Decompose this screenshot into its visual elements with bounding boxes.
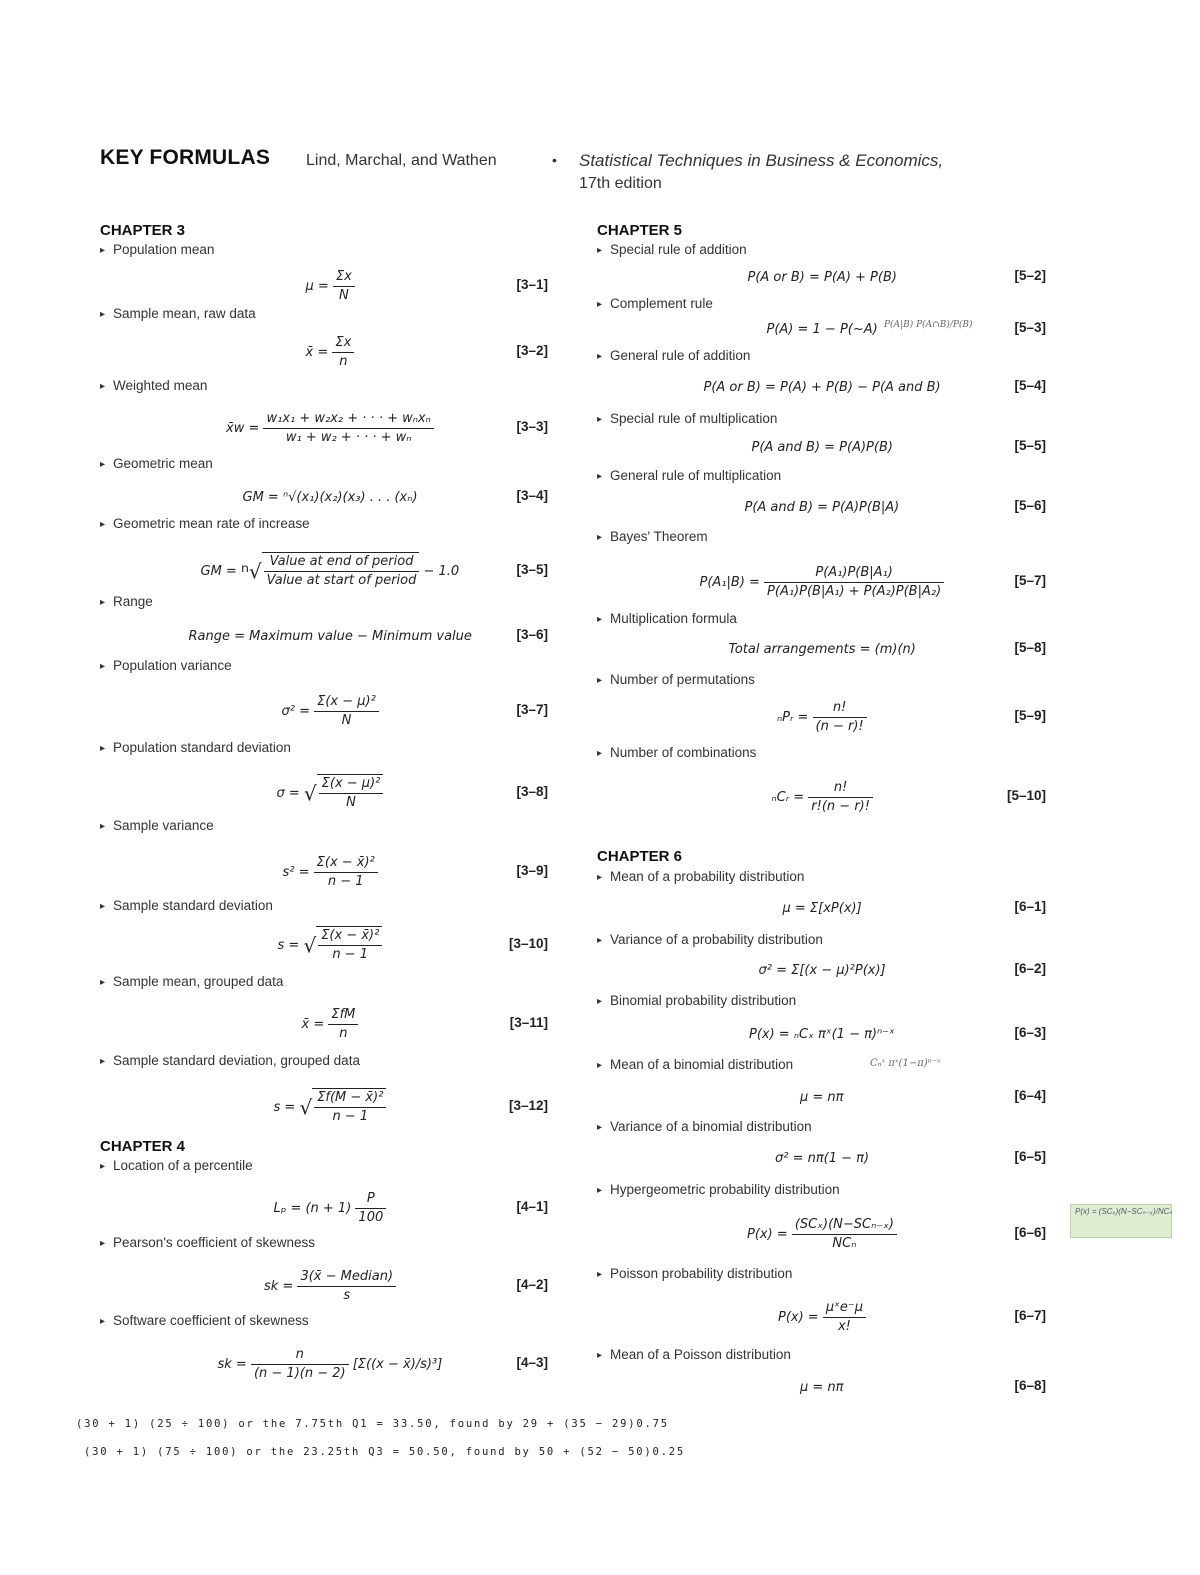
formula-label: ▸ Variance of a probability distribution: [597, 932, 823, 947]
sticky-note: [1070, 1204, 1172, 1238]
formula-expression: [264, 1268, 396, 1305]
numerator: μˣe⁻μ: [823, 1299, 866, 1318]
equation-number: [3–5]: [516, 562, 548, 577]
equation-number: [3–6]: [516, 627, 548, 642]
formula-lhs: P(A₁|B) =: [699, 574, 765, 590]
formula-text: P(A or B) = P(A) + P(B): [747, 269, 897, 285]
formula-expression: [278, 926, 383, 964]
numerator: Σf(M − x̄)²: [314, 1089, 386, 1108]
fraction: [319, 775, 384, 812]
chapter-5-heading: CHAPTER 5: [597, 222, 683, 239]
equation-number: [3–3]: [516, 419, 548, 434]
equation-number: [5–7]: [1014, 573, 1046, 588]
radical-sign: √: [303, 933, 317, 958]
formula-label: ▸ Number of combinations: [597, 745, 756, 760]
chapter-4-heading: CHAPTER 4: [100, 1138, 186, 1155]
denominator: 100: [358, 1209, 384, 1225]
fraction: [813, 699, 867, 736]
formula-label: ▸ Software coefficient of skewness: [100, 1313, 309, 1328]
formula-expression: [783, 901, 862, 916]
formula-label: ▸ Location of a percentile: [100, 1158, 253, 1173]
formula-expression: [700, 564, 945, 601]
numerator: Σx: [332, 334, 354, 353]
equation-number: [6–1]: [1014, 899, 1046, 914]
radical-sign: ⁿ√: [240, 559, 262, 584]
equation-number: [6–7]: [1014, 1308, 1046, 1323]
equation-number: [3–9]: [516, 863, 548, 878]
denominator: w₁ + w₂ + · · · + wₙ: [285, 429, 412, 445]
equation-number: [6–3]: [1014, 1025, 1046, 1040]
scribble-annotation: Cₙˣ πˣ(1−π)ⁿ⁻ˣ: [870, 1058, 941, 1069]
formula-text: μ = Σ[xP(x)]: [782, 900, 862, 916]
numerator: (SCₓ)(N−SCₙ₋ₓ): [792, 1216, 897, 1235]
equation-number: [5–3]: [1014, 320, 1046, 335]
formula-label: ▸ Sample standard deviation, grouped data: [100, 1053, 360, 1068]
formula-label: ▸ Mean of a Poisson distribution: [597, 1347, 791, 1362]
denominator: (n − r)!: [815, 718, 864, 734]
formula-text: P(A and B) = P(A)P(B|A): [744, 499, 900, 515]
formula-label: ▸ Geometric mean rate of increase: [100, 516, 310, 531]
formula-expression: [302, 1006, 359, 1043]
formula-label: ▸ General rule of multiplication: [597, 468, 781, 483]
formula-expression: [218, 1346, 443, 1383]
denominator: n: [339, 353, 348, 369]
equation-number: [6–4]: [1014, 1088, 1046, 1103]
formula-expression: [201, 552, 460, 590]
equation-number: [3–8]: [516, 784, 548, 799]
formula-expression: [775, 1151, 869, 1166]
formula-expression: [749, 1027, 895, 1042]
formula-expression: [778, 1299, 866, 1336]
chapter-3-heading: CHAPTER 3: [100, 222, 186, 239]
formula-expression: [747, 1216, 897, 1253]
header-separator: •: [552, 152, 557, 168]
numerator: n!: [813, 699, 867, 718]
formula-lhs: x̄w =: [226, 420, 264, 436]
formula-expression: [729, 642, 916, 657]
equation-number: [6–8]: [1014, 1378, 1046, 1393]
formula-lhs: x̄ =: [305, 344, 333, 360]
formula-label: ▸ Multiplication formula: [597, 611, 737, 626]
numerator: 3(x̄ − Median): [297, 1268, 396, 1287]
denominator: n: [339, 1025, 348, 1041]
numerator: ΣfM: [328, 1006, 358, 1025]
formula-lhs: ₙPᵣ =: [777, 709, 813, 725]
formula-label: ▸ Sample standard deviation: [100, 898, 273, 913]
radicand: [262, 552, 420, 590]
formula-text: GM = ⁿ√(x₁)(x₂)(x₃) . . . (xₙ): [242, 489, 418, 505]
numerator: n!: [808, 779, 873, 798]
equation-number: [5–10]: [1006, 788, 1046, 803]
numerator: Σ(x − μ)²: [319, 775, 384, 794]
equation-number: [5–2]: [1014, 268, 1046, 283]
fraction: [792, 1216, 897, 1253]
equation-number: [4–2]: [516, 1277, 548, 1292]
fraction: [333, 268, 355, 305]
formula-lhs: x̄ =: [301, 1016, 329, 1032]
formula-lhs: P(x) =: [747, 1226, 792, 1242]
equation-number: [6–6]: [1014, 1225, 1046, 1240]
numerator: Value at end of period: [264, 553, 420, 572]
equation-number: [3–4]: [516, 488, 548, 503]
formula-expression: [243, 490, 418, 505]
fraction: [823, 1299, 866, 1336]
handwritten-note: (30 + 1) (25 ÷ 100) or the 7.75th Q1 = 33.50, found by 29 + (35 − 29)0.75: [76, 1418, 669, 1430]
denominator: NCₙ: [832, 1235, 857, 1251]
fraction: [251, 1346, 349, 1383]
formula-text: Total arrangements = (m)(n): [728, 641, 916, 657]
formula-expression: [745, 500, 900, 515]
radicand: [317, 774, 384, 812]
equation-number: [3–10]: [508, 936, 548, 951]
formula-label: ▸ Bayes' Theorem: [597, 529, 708, 544]
formula-expression: [283, 854, 378, 891]
equation-number: [6–2]: [1014, 961, 1046, 976]
formula-label: ▸ Binomial probability distribution: [597, 993, 796, 1008]
formula-label: ▸ Sample mean, raw data: [100, 306, 256, 321]
formula-text: σ² = Σ[(x − μ)²P(x)]: [758, 962, 886, 978]
formula-lhs: s² =: [282, 864, 314, 880]
formula-lhs: μ =: [305, 278, 333, 294]
denominator: n − 1: [327, 873, 364, 889]
authors: Lind, Marchal, and Wathen: [306, 152, 497, 169]
formula-label: ▸ Special rule of addition: [597, 242, 747, 257]
formula-lhs: sk =: [264, 1278, 298, 1294]
equation-number: [3–7]: [516, 702, 548, 717]
formula-label: ▸ General rule of addition: [597, 348, 750, 363]
book-edition: 17th edition: [579, 175, 662, 192]
formula-expression: [274, 1088, 387, 1126]
formula-expression: [189, 629, 472, 644]
equation-number: [4–1]: [516, 1199, 548, 1214]
formula-expression: [277, 774, 384, 812]
numerator: n: [251, 1346, 349, 1365]
formula-label: ▸ Sample variance: [100, 818, 214, 833]
equation-number: [3–11]: [509, 1015, 548, 1030]
page-title: KEY FORMULAS: [100, 146, 271, 169]
formula-tail: − 1.0: [419, 564, 460, 579]
equation-number: [5–9]: [1014, 708, 1046, 723]
formula-expression: [759, 963, 886, 978]
equation-number: [5–4]: [1014, 378, 1046, 393]
formula-label: ▸ Number of permutations: [597, 672, 755, 687]
equation-number: [5–6]: [1014, 498, 1046, 513]
sticky-note-text: P(x) = (SCₓ)(N−SCₙ₋ₓ)/NCₙ: [1075, 1207, 1173, 1216]
formula-expression: [767, 322, 878, 337]
numerator: Σ(x − x̄)²: [318, 927, 382, 946]
formula-lhs: ₙCᵣ =: [771, 789, 809, 805]
formula-expression: [748, 270, 897, 285]
formula-lhs: σ =: [276, 786, 304, 801]
formula-expression: [306, 334, 355, 371]
formula-text: μ = nπ: [800, 1089, 844, 1105]
radical-sign: √: [303, 781, 317, 806]
denominator: n − 1: [332, 947, 369, 962]
fraction: [764, 564, 944, 601]
formula-text: P(x) = ₙCₓ πˣ(1 − π)ⁿ⁻ˣ: [749, 1026, 895, 1042]
fraction: [314, 854, 378, 891]
equation-number: [3–2]: [516, 343, 548, 358]
formula-expression: [226, 410, 434, 447]
equation-number: [3–1]: [516, 277, 548, 292]
formula-expression: [704, 380, 941, 395]
numerator: Σ(x − x̄)²: [314, 854, 378, 873]
denominator: x!: [837, 1318, 851, 1334]
formula-label: ▸ Population standard deviation: [100, 740, 291, 755]
book-title: Statistical Techniques in Business & Economics,: [579, 151, 944, 170]
fraction: [263, 410, 433, 447]
fraction: [318, 927, 382, 964]
fraction: [355, 1190, 386, 1227]
scribble-annotation: P(A|B) P(A∩B)/P(B): [884, 320, 973, 330]
handwritten-note: (30 + 1) (75 ÷ 100) or the 23.25th Q3 = 50.50, found by 50 + (52 − 50)0.25: [84, 1446, 685, 1458]
denominator: P(A₁)P(B|A₁) + P(A₂)P(B|A₂): [767, 583, 942, 599]
fraction: [314, 693, 379, 730]
formula-label: ▸ Complement rule: [597, 296, 713, 311]
denominator: s: [343, 1287, 351, 1303]
numerator: Σ(x − μ)²: [314, 693, 379, 712]
formula-text: P(A and B) = P(A)P(B): [751, 439, 893, 455]
formula-label: ▸ Hypergeometric probability distribution: [597, 1182, 840, 1197]
formula-lhs: s =: [273, 1100, 300, 1115]
fraction: [314, 1089, 386, 1126]
formula-lhs: P(x) =: [778, 1309, 823, 1325]
formula-label: ▸ Geometric mean: [100, 456, 213, 471]
radical-sign: √: [299, 1095, 313, 1120]
denominator: (n − 1)(n − 2): [253, 1365, 346, 1381]
formula-expression: [306, 268, 355, 305]
formula-expression: [752, 440, 893, 455]
formula-text: σ² = nπ(1 − π): [775, 1150, 870, 1166]
formula-lhs: GM =: [200, 564, 241, 579]
denominator: N: [341, 712, 352, 728]
radicand: [312, 1088, 386, 1126]
fraction: [332, 334, 354, 371]
formula-label: ▸ Variance of a binomial distribution: [597, 1119, 812, 1134]
fraction: [328, 1006, 358, 1043]
formula-label: ▸ Poisson probability distribution: [597, 1266, 792, 1281]
formula-label: ▸ Population variance: [100, 658, 232, 673]
equation-number: [5–5]: [1014, 438, 1046, 453]
equation-number: [5–8]: [1014, 640, 1046, 655]
formula-label: ▸ Mean of a probability distribution: [597, 869, 804, 884]
formula-lhs: s =: [277, 938, 304, 953]
formula-label: ▸ Range: [100, 594, 153, 609]
formula-expression: [800, 1380, 844, 1395]
formula-text: P(A or B) = P(A) + P(B) − P(A and B): [703, 379, 941, 395]
numerator: P(A₁)P(B|A₁): [764, 564, 944, 583]
fraction: [264, 553, 420, 590]
formula-tail: [Σ((x − x̄)/s)³]: [348, 1356, 443, 1372]
formula-label: ▸ Mean of a binomial distribution: [597, 1057, 793, 1072]
denominator: N: [346, 795, 356, 810]
formula-expression: [800, 1090, 844, 1105]
formula-lhs: Lₚ = (n + 1): [273, 1200, 356, 1216]
formula-text: Range = Maximum value − Minimum value: [188, 628, 472, 644]
numerator: w₁x₁ + w₂x₂ + · · · + wₙxₙ: [263, 410, 433, 429]
denominator: Value at start of period: [266, 573, 417, 588]
formula-label: ▸ Sample mean, grouped data: [100, 974, 283, 989]
formula-label: ▸ Population mean: [100, 242, 214, 257]
formula-text: P(A) = 1 − P(~A): [766, 321, 878, 337]
fraction: [297, 1268, 396, 1305]
equation-number: [3–12]: [508, 1098, 548, 1113]
formula-label: ▸ Weighted mean: [100, 378, 207, 393]
formula-lhs: sk =: [217, 1356, 251, 1372]
formula-expression: [777, 699, 867, 736]
formula-expression: [274, 1190, 387, 1227]
numerator: Σx: [333, 268, 355, 287]
formula-expression: [282, 693, 379, 730]
denominator: N: [339, 287, 349, 303]
formula-expression: [772, 779, 873, 816]
equation-number: [6–5]: [1014, 1149, 1046, 1164]
chapter-6-heading: CHAPTER 6: [597, 848, 683, 865]
formula-label: ▸ Special rule of multiplication: [597, 411, 777, 426]
formula-label: ▸ Pearson's coefficient of skewness: [100, 1235, 315, 1250]
denominator: r!(n − r)!: [811, 798, 870, 814]
equation-number: [4–3]: [516, 1355, 548, 1370]
fraction: [808, 779, 873, 816]
formula-text: μ = nπ: [800, 1379, 844, 1395]
numerator: P: [355, 1190, 386, 1209]
radicand: [316, 926, 382, 964]
denominator: n − 1: [332, 1109, 369, 1124]
formula-lhs: σ² =: [281, 703, 315, 719]
